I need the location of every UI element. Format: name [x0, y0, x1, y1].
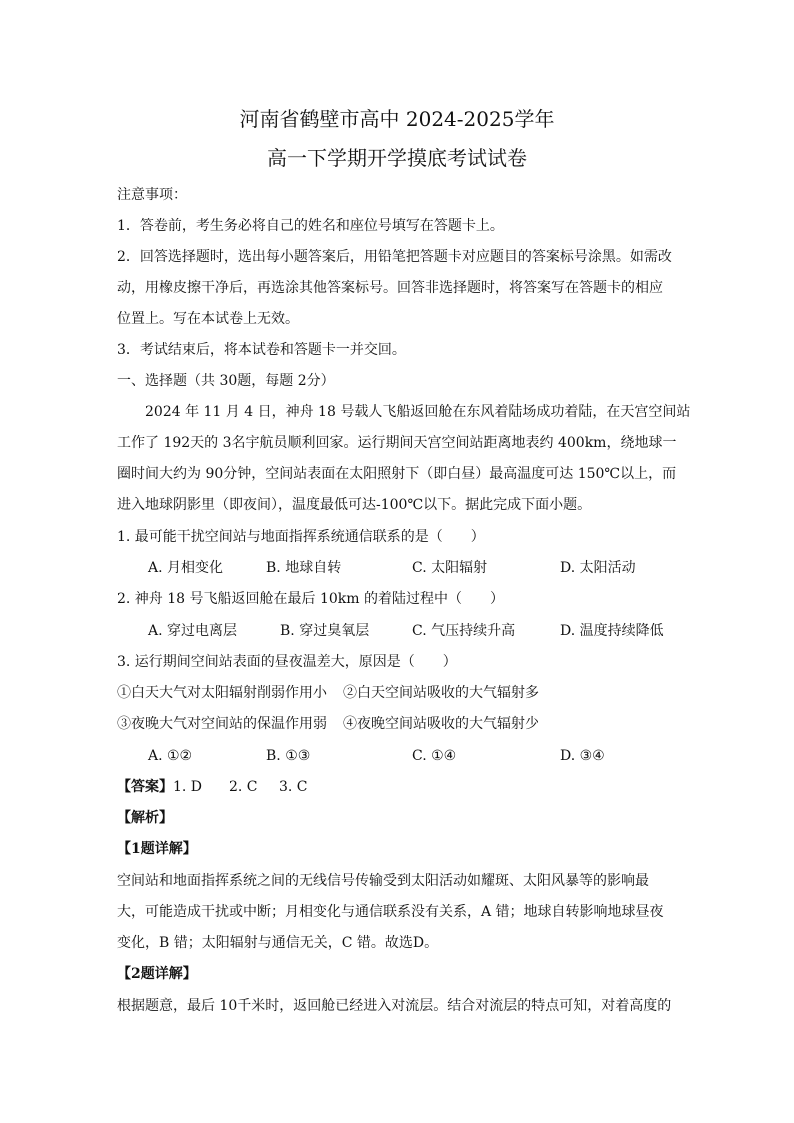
question-2-option-b: B. 穿过臭氧层 — [280, 623, 370, 639]
answer-3: 3. C — [279, 779, 308, 795]
detail-2-label: 【2题详解】 — [117, 966, 197, 982]
question-1-option-d: D. 太阳活动 — [560, 560, 636, 576]
question-3-option-b: B. ①③ — [266, 748, 311, 764]
answer-1: 1. D — [173, 779, 203, 795]
passage-line4: 进入地球阴影里（即夜间），温度最低可达-100℃以下。据此完成下面小题。 — [117, 497, 592, 513]
question-2-option-a: A. 穿过电离层 — [148, 623, 238, 639]
detail-1-line3: 变化，B 错；太阳辐射与通信无关，C 错。故选D。 — [117, 935, 439, 951]
passage-line1: 2024 年 11 月 4 日，神舟 18 号载人飞船返回舱在东风着陆场成功着陆，在天宫空间站 — [145, 404, 691, 420]
answer-2: 2. C — [229, 779, 258, 795]
question-3-statement-4: ④夜晚空间站吸收的大气辐射少 — [343, 716, 539, 732]
exam-title-line2: 高一下学期开学摸底考试试卷 — [267, 146, 527, 170]
passage-line2: 工作了 192天的 3名宇航员顺利回家。运行期间天宫空间站距离地表约 400km，绕地球一 — [117, 435, 677, 451]
question-3-statement-1: ①白天大气对太阳辐射削弱作用小 — [117, 685, 327, 701]
question-1-option-b: B. 地球自转 — [266, 560, 342, 576]
question-3-option-a: A. ①② — [148, 748, 193, 764]
question-1-option-a: A. 月相变化 — [148, 560, 224, 576]
question-3-stem: 3. 运行期间空间站表面的昼夜温差大，原因是（ ） — [117, 654, 457, 670]
notice-item-2-line2: 动，用橡皮擦干净后，再选涂其他答案标号。回答非选择题时，将答案写在答题卡的相应 — [117, 280, 663, 296]
analysis-label: 【解析】 — [117, 810, 173, 826]
question-1-stem: 1. 最可能干扰空间站与地面指挥系统通信联系的是（ ） — [117, 529, 485, 545]
notice-item-3: 3．考试结束后，将本试卷和答题卡一并交回。 — [117, 342, 406, 358]
notice-heading: 注意事项： — [117, 187, 187, 203]
detail-1-line2: 大，可能造成干扰或中断；月相变化与通信联系没有关系，A 错；地球自转影响地球昼夜 — [117, 904, 664, 920]
answer-label: 【答案】 — [117, 779, 173, 795]
question-3-option-c: C. ①④ — [412, 748, 457, 764]
notice-item-2-line1: 2．回答选择题时，选出每小题答案后，用铅笔把答题卡对应题目的答案标号涂黑。如需改 — [117, 249, 672, 265]
notice-item-2-line3: 位置上。写在本试卷上无效。 — [117, 311, 299, 327]
passage-line3: 圈时间大约为 90分钟，空间站表面在太阳照射下（即白昼）最高温度可达 150℃以上，而 — [117, 466, 677, 482]
notice-item-1: 1．答卷前，考生务必将自己的姓名和座位号填写在答题卡上。 — [117, 218, 504, 234]
question-2-option-c: C. 气压持续升高 — [412, 623, 516, 639]
exam-title-line1: 河南省鹤壁市高中 2024-2025学年 — [239, 107, 555, 131]
question-3-option-d: D. ③④ — [560, 748, 605, 764]
section-heading: 一、选择题（共 30题，每题 2分） — [117, 373, 335, 389]
question-3-statement-3: ③夜晚大气对空间站的保温作用弱 — [117, 716, 327, 732]
question-3-statement-2: ②白天空间站吸收的大气辐射多 — [343, 685, 539, 701]
question-2-option-d: D. 温度持续降低 — [560, 623, 664, 639]
detail-2-line1: 根据题意，最后 10千米时，返回舱已经进入对流层。结合对流层的特点可知，对着高度的 — [117, 998, 672, 1014]
detail-1-label: 【1题详解】 — [117, 841, 197, 857]
question-1-option-c: C. 太阳辐射 — [412, 560, 488, 576]
detail-1-line1: 空间站和地面指挥系统之间的无线信号传输受到太阳活动如耀斑、太阳风暴等的影响最 — [117, 873, 649, 889]
question-2-stem: 2. 神舟 18 号飞船返回舱在最后 10km 的着陆过程中（ ） — [117, 591, 504, 607]
